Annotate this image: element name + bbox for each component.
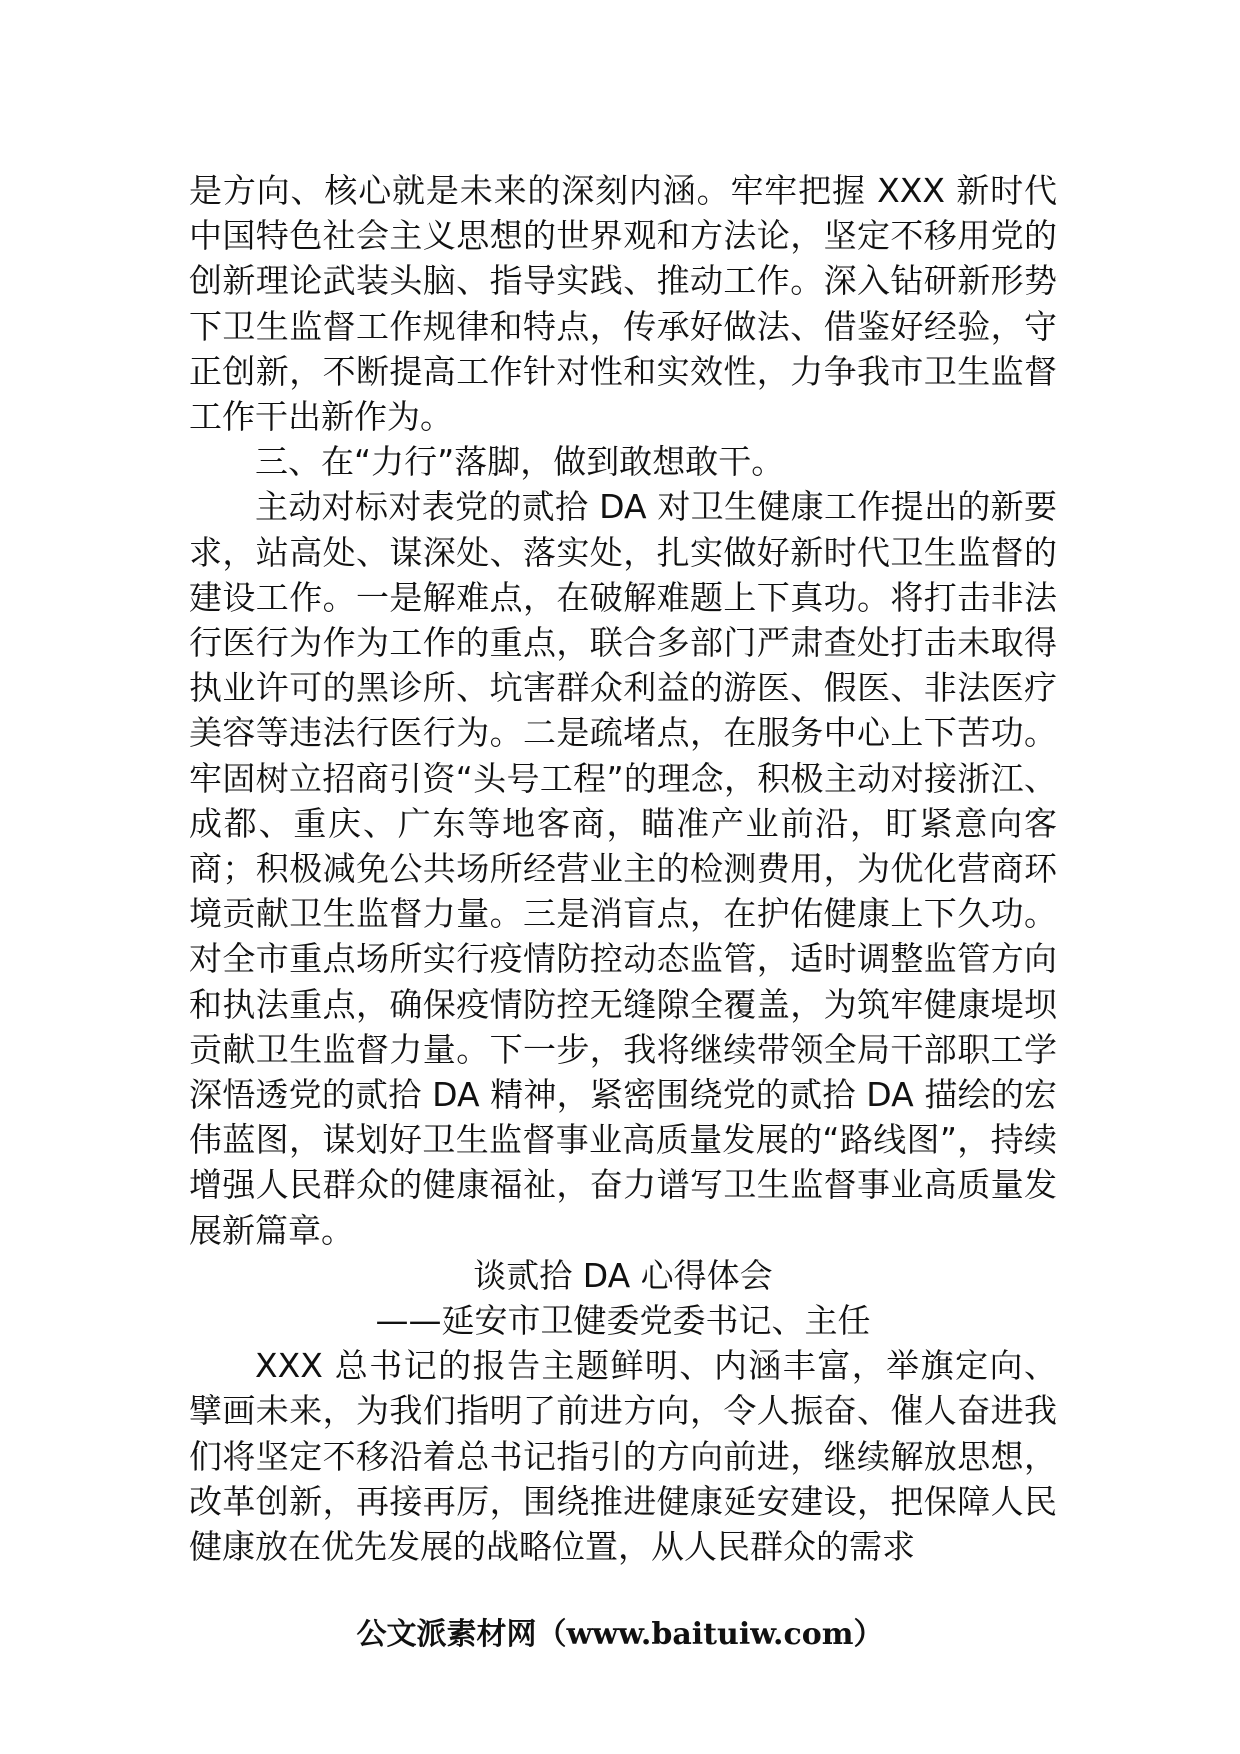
document-body <box>189 168 1057 1569</box>
page-footer: 公文派素材网（www.baituiw.com） <box>356 1617 884 1652</box>
paragraph-body: 主动对标对表党的贰拾 DA 对卫生健康工作提出的新要求，站高处、谋深处、落实处，扎实做好新时代卫生监督的建设工作。一是解难点，在破解难题上下真功。将打击非法行医行为作为工作的重点，联合多部门严肃查处打击未取得执业许可的黑诊所、坑害群众利益的游医、假医、非法医疗美容等违法行医行为。二是疏堵点，在服务中心上下苦功。牢固树立招商引资“头号工程”的理念，积极主动对接浙江、成都、重庆、广东等地客商，瞄准产业前沿，盯紧意向客商；积极减免公共场所经营业主的检测费用，为优化营商环境贡献卫生监督力量。三是消盲点，在护佑健康上下久功。对全市重点场所实行疫情防控动态监管，适时调整监管方向和执法重点，确保疫情防控无缝隙全覆盖，为筑牢健康堤坝贡献卫生监督力量。下一步，我将继续带领全局干部职工学深悟透党的贰拾 DA 精神，紧密围绕党的贰拾 DA 描绘的宏伟蓝图，谋划好卫生监督事业高质量发展的“路线图”，持续增强人民群众的健康福祉，奋力谱写卫生监督事业高质量发展新篇章。 <box>189 487 1057 1250</box>
section-heading: 三、在“力行”落脚，做到敢想敢干。 <box>255 442 785 482</box>
paragraph-continuation: 是方向、核心就是未来的深刻内涵。牢牢把握 XXX 新时代中国特色社会主义思想的世界观和方法论，坚定不移用党的创新理论武装头脑、指导实践、推动工作。深入钻研新形势下卫生监督工作规律和特点，传承好做法、借鉴好经验，守正创新，不断提高工作针对性和实效性，力争我市卫生监督工作干出新作为。 <box>189 171 1057 437</box>
article-title: 谈贰拾 DA 心得体会 <box>473 1255 773 1295</box>
paragraph-opening: XXX 总书记的报告主题鲜明、内涵丰富，举旗定向、擘画未来，为我们指明了前进方向，令人振奋、催人奋进我们将坚定不移沿着总书记指引的方向前进，继续解放思想，改革创新，再接再厉，围绕推进健康延安建设，把保障人民健康放在优先发展的战略位置，从人民群众的需求 <box>189 1346 1057 1567</box>
article-author: ——延安市卫健委党委书记、主任 <box>375 1301 871 1341</box>
